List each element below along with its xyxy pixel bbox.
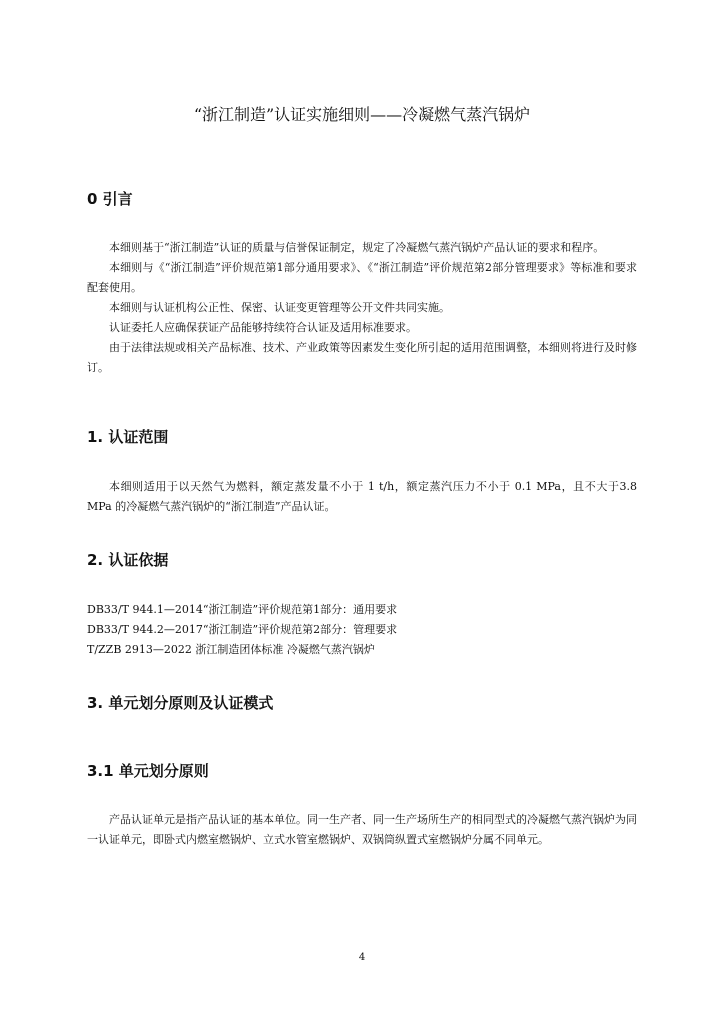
intro-body (87, 238, 637, 378)
unit-principle-paragraph: 产品认证单元是指产品认证的基本单位。同一生产者、同一生产场所生产的相同型式的冷凝燃气蒸汽锅炉为同一认证单元，即卧式内燃室燃锅炉、立式水管室燃锅炉、双锅筒纵置式室燃锅炉分属不同单元。 (87, 813, 637, 846)
document-title: “浙江制造”认证实施细则——冷凝燃气蒸汽锅炉 (193, 105, 531, 124)
intro-paragraph-4: 认证委托人应确保获证产品能够持续符合认证及适用标准要求。 (109, 321, 417, 334)
intro-paragraph-2: 本细则与《“浙江制造”评价规范第1部分通用要求》、《“浙江制造”评价规范第2部分管理要求》等标准和要求配套使用。 (87, 261, 637, 294)
page-number: 4 (358, 952, 366, 963)
section-heading-scope: 1. 认证范围 (87, 428, 169, 446)
section-heading-unit-principle: 3.1 单元划分原则 (87, 762, 209, 780)
section-heading-intro: 0 引言 (87, 190, 133, 208)
basis-reference-list (87, 600, 637, 660)
reference-item-1: DB33/T 944.1—2014“浙江制造”评价规范第1部分：通用要求 (87, 603, 398, 616)
scope-body (87, 477, 637, 517)
intro-paragraph-3: 本细则与认证机构公正性、保密、认证变更管理等公开文件共同实施。 (109, 301, 450, 314)
scope-paragraph: 本细则适用于以天然气为燃料，额定蒸发量不小于 1 t/h，额定蒸汽压力不小于 0.1 MPa，且不大于3.8 MPa 的冷凝燃气蒸汽锅炉的“浙江制造”产品认证。 (87, 480, 637, 513)
intro-paragraph-1: 本细则基于“浙江制造”认证的质量与信誉保证制定，规定了冷凝燃气蒸汽锅炉产品认证的要求和程序。 (109, 241, 605, 254)
section-heading-basis: 2. 认证依据 (87, 551, 169, 569)
reference-item-3: T/ZZB 2913—2022 浙江制造团体标准 冷凝燃气蒸汽锅炉 (87, 643, 375, 656)
intro-paragraph-5: 由于法律法规或相关产品标准、技术、产业政策等因素发生变化所引起的适用范围调整，本细则将进行及时修订。 (87, 341, 637, 374)
reference-item-2: DB33/T 944.2—2017“浙江制造”评价规范第2部分：管理要求 (87, 623, 398, 636)
section-heading-unit-mode: 3. 单元划分原则及认证模式 (87, 694, 274, 712)
unit-principle-body (87, 810, 637, 850)
